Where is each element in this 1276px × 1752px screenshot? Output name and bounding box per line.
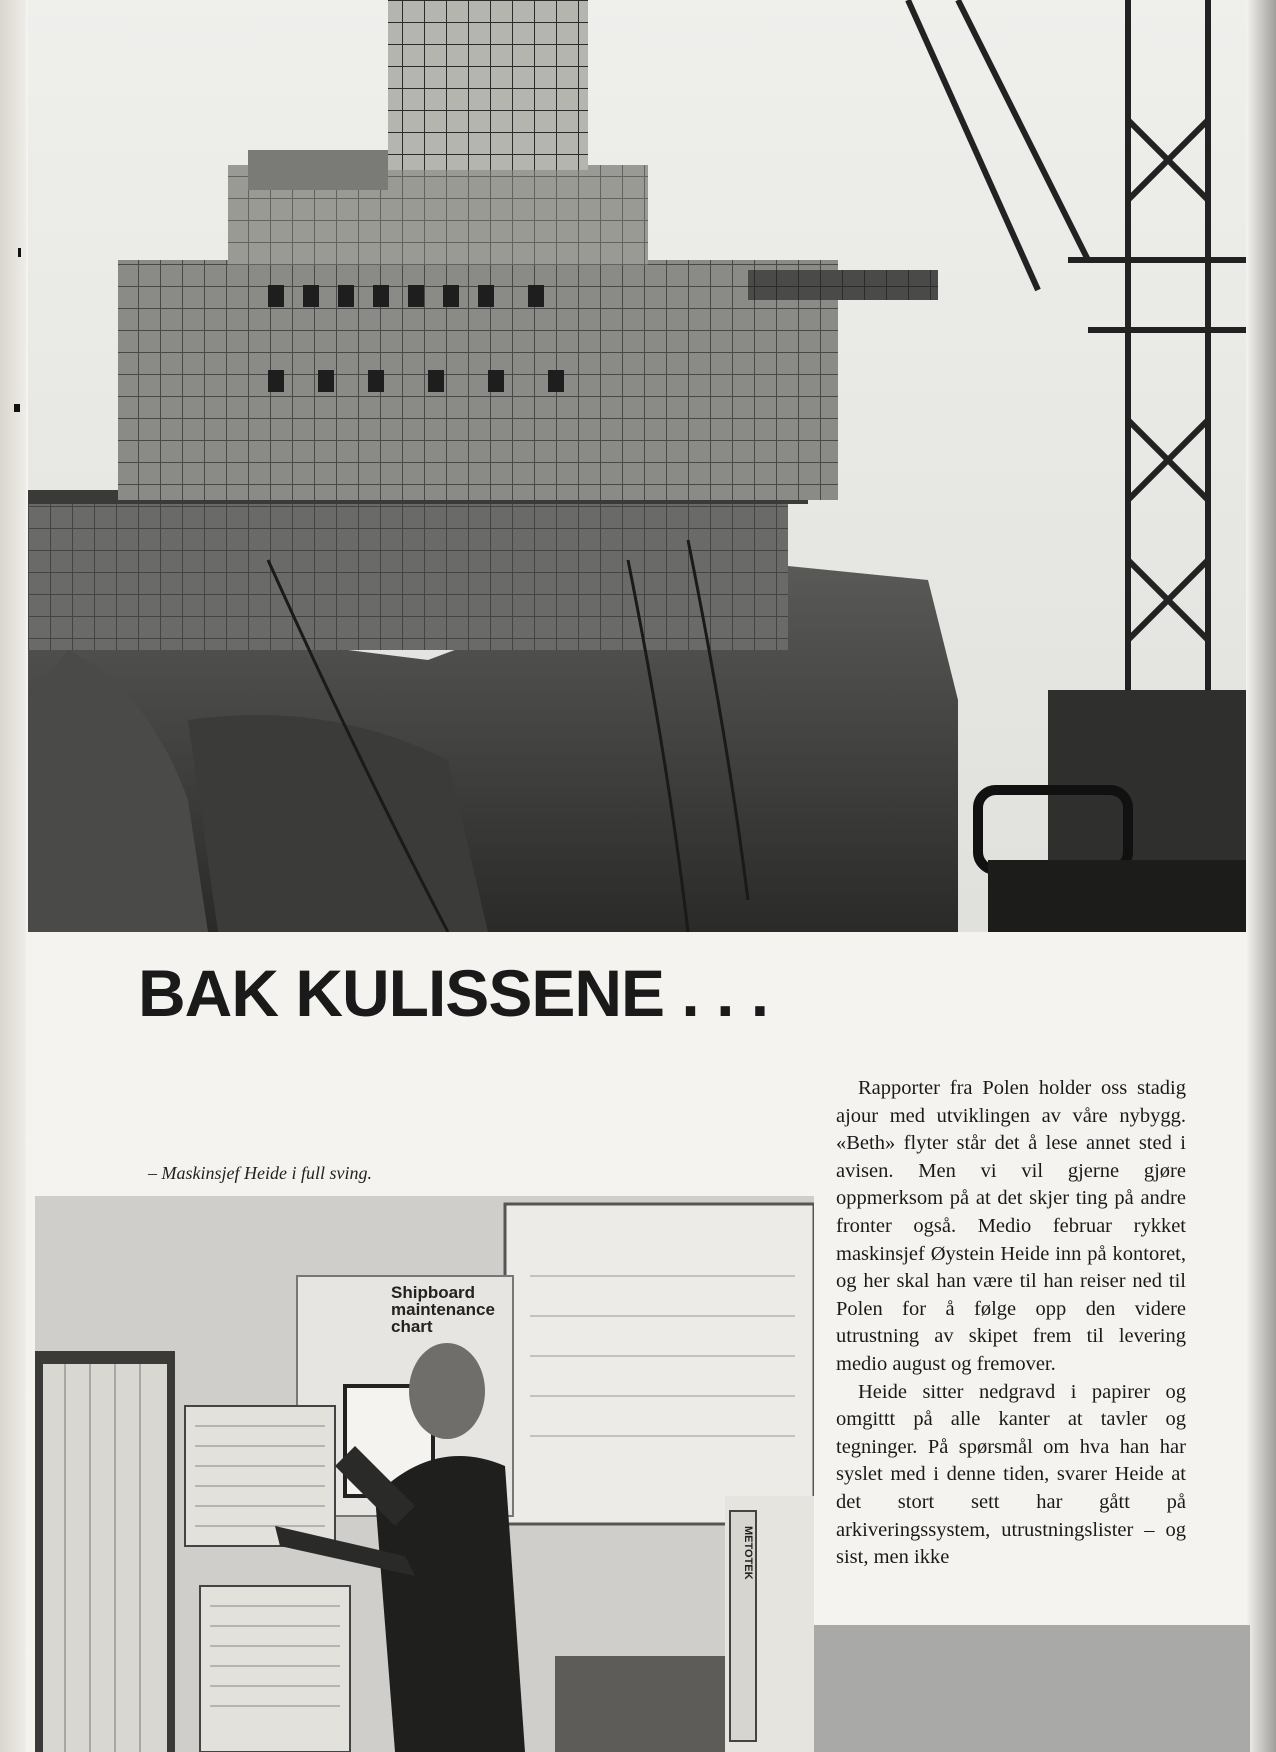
chart-title — [391, 1284, 495, 1335]
office-photo — [35, 1196, 814, 1752]
page-fold-shadow — [1246, 0, 1276, 1752]
headline: BAK KULISSENE . . . — [138, 956, 769, 1030]
margin-mark — [14, 404, 20, 412]
article-body — [836, 1075, 1186, 1572]
article-paragraph: Heide sitter nedgravd i papirer og omgittt på alle kanter at tavler og tegninger. På spørsmål om hva han har syslet med i denne tiden, svarer Heide at det stort sett har gått på arkiveringssystem, utrustningslister – og sist, men ikke — [836, 1380, 1186, 1569]
article-paragraph: Rapporter fra Polen holder oss stadig ajour med utviklingen av våre nybygg. «Beth» flyter står det å lese annet sted i avisen. Men vi vil gjerne gjøre oppmerksom på at det skjer ting på andre fronter også. Medio februar rykket maskinsjef Øystein Heide inn på kontoret, og her skal han være til han reiser ned til Polen for å følge opp den videre utrustning av skipet frem til levering medio august og fremover. — [836, 1077, 1186, 1375]
binder-label: METOTEK — [742, 1526, 754, 1580]
grey-panel — [814, 1625, 1250, 1752]
chart-title-line: Shipboard — [391, 1283, 476, 1302]
chart-title-line: chart — [391, 1317, 433, 1336]
page-edge — [0, 0, 26, 1752]
photo-caption: – Maskinsjef Heide i full sving. — [148, 1163, 372, 1183]
chart-title-line: maintenance — [391, 1300, 495, 1319]
shipyard-photo — [28, 0, 1246, 932]
margin-mark — [18, 248, 21, 257]
